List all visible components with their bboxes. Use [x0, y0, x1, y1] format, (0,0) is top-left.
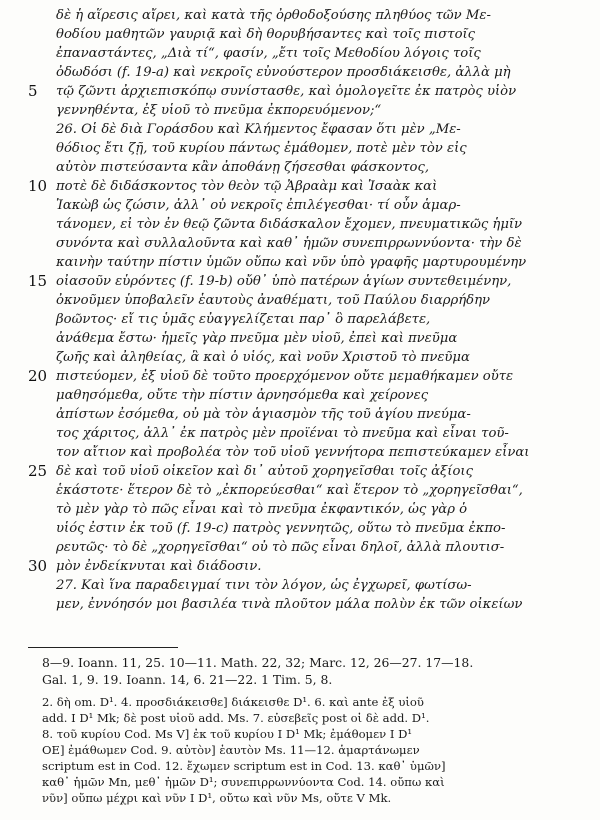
text-line	[28, 386, 588, 405]
line-text: δὲ ἡ αἵρεσις αἴρει, καὶ κατὰ τῆς ὀρθοδοξούσης πληθύος τῶν Με-	[56, 8, 491, 23]
text-line	[28, 405, 588, 424]
critical-apparatus	[28, 694, 588, 806]
line-text: τάνομεν, εἰ τὸν ἐν θεῷ ζῶντα διδάσκαλον ἔχομεν, πνευματικῶς ἡμῖν	[56, 217, 523, 232]
reference-line: Gal. 1, 9. 19. Ioann. 14, 6. 21—22. 1 Tim. 5, 8.	[42, 672, 333, 687]
text-line	[28, 462, 588, 481]
line-number: 10	[28, 177, 48, 195]
apparatus-line: add. I D¹ Mk; δὲ post υἱοῦ add. Ms. 7. εὐσεβεῖς post οἱ δὲ add. D¹.	[42, 711, 430, 725]
line-number: 25	[28, 462, 48, 480]
text-line	[28, 557, 588, 576]
scripture-references	[28, 654, 588, 688]
text-line	[28, 253, 588, 272]
text-line	[28, 291, 588, 310]
text-line	[28, 329, 588, 348]
text-line	[28, 101, 588, 120]
text-line	[28, 6, 588, 25]
line-text: τὸ μὲν γὰρ τὸ πῶς εἶναι καὶ τὸ πνεῦμα ἐκφαντικόν, ὡς γὰρ ὁ	[56, 502, 468, 517]
line-text: ὀκνοῦμεν ὑποβαλεῖν ἑαυτοὺς ἀναθέματι, τοῦ Παύλου διαρρήδην	[56, 293, 491, 308]
line-text: αὐτὸν πιστεύσαντα κἂν ἀποθάνῃ ζήσεσθαι φάσκοντος,	[56, 160, 430, 175]
line-text: Ἰακὼβ ὡς ζώσιν, ἀλλ᾽ οὐ νεκροῖς ἐπιλέγεσθαι· τί οὖν ἁμαρ-	[56, 198, 461, 213]
line-number: 20	[28, 367, 48, 385]
text-line	[28, 500, 588, 519]
reference-line: 8—9. Ioann. 11, 25. 10—11. Math. 22, 32; Marc. 12, 26—27. 17—18.	[42, 655, 474, 670]
line-text: τῷ ζῶντι ἀρχιεπισκόπῳ συνίστασθε, καὶ ὁμολογεῖτε ἐκ πατρὸς υἱὸν	[56, 84, 517, 99]
line-text: ἀνάθεμα ἔστω· ἡμεῖς γὰρ πνεῦμα μὲν υἱοῦ, ἐπεὶ καὶ πνεῦμα	[56, 331, 458, 346]
text-line	[28, 196, 588, 215]
line-text: καινὴν ταύτην πίστιν ὑμῶν οὔπω καὶ νῦν ὑπὸ γραφῆς μαρτυρουμένην	[56, 255, 527, 270]
line-text: γεννηθέντα, ἐξ υἱοῦ τὸ πνεῦμα ἐκπορευόμενον;“	[56, 103, 382, 118]
apparatus-line: OE] ἐμάθωμεν Cod. 9. αὐτὸν] ἑαυτὸν Ms. 11—12. ἁμαρτάνωμεν	[42, 743, 420, 757]
line-text: πιστεύομεν, ἐξ υἱοῦ δὲ τοῦτο προερχόμενον οὔτε μεμαθήκαμεν οὔτε	[56, 369, 514, 384]
line-number: 15	[28, 272, 48, 290]
line-text: οἰασοῦν εὑρόντες (f. 19-b) οὔθ᾽ ὑπὸ πατέρων ἁγίων συντεθειμένην,	[56, 274, 512, 289]
apparatus-line: scriptum est in Cod. 12. ἔχωμεν scriptum est in Cod. 13. καθ᾽ ὑμῶν]	[42, 759, 446, 773]
line-text: βοῶντος· εἴ τις ὑμᾶς εὐαγγελίζεται παρ᾽ ὃ παρελάβετε,	[56, 312, 431, 327]
apparatus-line: 8. τοῦ κυρίου Cod. Ms V] ἐκ τοῦ κυρίου I D¹ Mk; ἐμάθομεν I D¹	[42, 727, 413, 741]
line-text: ὀδωδόσι (f. 19-a) καὶ νεκροῖς εὐνούστερον προσδιάκεισθε, ἀλλὰ μὴ	[56, 65, 511, 80]
line-text: μεν, ἐννόησόν μοι βασιλέα τινὰ πλοῦτον μάλα πολὺν ἐκ τῶν οἰκείων	[56, 597, 523, 612]
text-line	[28, 120, 588, 139]
text-line	[28, 63, 588, 82]
line-text: ρευτῶς· τὸ δὲ „χορηγεῖσθαι“ οὐ τὸ πῶς εἶναι δηλοῖ, ἀλλὰ πλουτισ-	[56, 540, 505, 555]
line-text: δὲ καὶ τοῦ υἱοῦ οἰκεῖον καὶ δι᾽ αὐτοῦ χορηγεῖσθαι τοῖς ἀξίοις	[56, 464, 473, 479]
line-text: τον αἴτιον καὶ προβολέα τὸν τοῦ υἱοῦ γεννήτορα πεπιστεύκαμεν εἶναι	[56, 445, 530, 460]
line-text: ζωῆς καὶ ἀληθείας, ἃ καὶ ὁ υἱός, καὶ νοῦν Χριστοῦ τὸ πνεῦμα	[56, 350, 470, 365]
text-line	[28, 367, 588, 386]
line-text: ἐπαναστάντες, „Διὰ τί“, φασίν, „ἔτι τοῖς Μεθοδίου λόγοις τοῖς	[56, 46, 481, 61]
line-text: θοδίου μαθητῶν γαυριᾷ καὶ δὴ θορυβήσαντες καὶ τοῖς πιστοῖς	[56, 27, 476, 42]
line-number: 5	[28, 82, 38, 100]
text-line	[28, 538, 588, 557]
text-line	[28, 481, 588, 500]
text-line	[28, 348, 588, 367]
line-text: τος χάριτος, ἀλλ᾽ ἐκ πατρὸς μὲν προϊέναι τὸ πνεῦμα καὶ εἶναι τοῦ-	[56, 426, 509, 441]
text-line	[28, 139, 588, 158]
line-text: υἱός ἐστιν ἐκ τοῦ (f. 19-c) πατρὸς γεννητῶς, οὕτω τὸ πνεῦμα ἐκπο-	[56, 521, 506, 536]
text-line	[28, 234, 588, 253]
footnote-rule	[28, 647, 178, 648]
apparatus-line: νῦν] οὔπω μέχρι καὶ νῦν I D¹, οὔτω καὶ νῦν Ms, οὔτε V Mk.	[42, 791, 392, 805]
line-text: μαθησόμεθα, οὔτε τὴν πίστιν ἀρνησόμεθα καὶ χείρονες	[56, 388, 429, 403]
text-line	[28, 310, 588, 329]
text-line	[28, 25, 588, 44]
line-text: ἑκάστοτε· ἕτερον δὲ τὸ „ἐκπορεύεσθαι“ καὶ ἕτερον τὸ „χορηγεῖσθαι“,	[56, 483, 523, 498]
text-line	[28, 272, 588, 291]
line-text: συνόντα καὶ συλλαλοῦντα καὶ καθ᾽ ἡμῶν συνεπιρρωννύοντα· τὴν δὲ	[56, 236, 522, 251]
line-text: ἀπίστων ἐσόμεθα, οὐ μὰ τὸν ἁγιασμὸν τῆς τοῦ ἁγίου πνεύμα-	[56, 407, 471, 422]
text-line	[28, 519, 588, 538]
text-line	[28, 44, 588, 63]
text-line	[28, 576, 588, 595]
line-text: 27. Καὶ ἵνα παραδειγμαί τινι τὸν λόγον, ὡς ἐγχωρεῖ, φωτίσω-	[56, 578, 472, 593]
text-line	[28, 215, 588, 234]
line-text: μὸν ἐνδείκνυται καὶ διάδοσιν.	[56, 559, 262, 574]
text-line	[28, 158, 588, 177]
text-line	[28, 82, 588, 101]
main-text	[28, 6, 588, 614]
text-line	[28, 177, 588, 196]
text-line	[28, 443, 588, 462]
text-line	[28, 595, 588, 614]
apparatus-line: καθ᾽ ἡμῶν Mn, μεθ᾽ ἡμῶν D¹; συνεπιρρωννύοντα Cod. 14. οὔπω καὶ	[42, 775, 445, 789]
apparatus-line: 2. δὴ om. D¹. 4. προσδιάκεισθε] διάκεισθε D¹. 6. καὶ ante ἐξ υἱοῦ	[42, 695, 424, 709]
text-line	[28, 424, 588, 443]
line-text: ποτὲ δὲ διδάσκοντος τὸν θεὸν τῷ Ἀβραὰμ καὶ Ἰσαὰκ καὶ	[56, 179, 438, 194]
line-text: θόδιος ἔτι ζῇ, τοῦ κυρίου πάντως ἐμάθομεν, ποτὲ μὲν τὸν εἰς	[56, 141, 467, 156]
line-number: 30	[28, 557, 48, 575]
line-text: 26. Οἱ δὲ διὰ Γοράσδου καὶ Κλήμεντος ἔφασαν ὅτι μὲν „Με-	[56, 122, 461, 137]
